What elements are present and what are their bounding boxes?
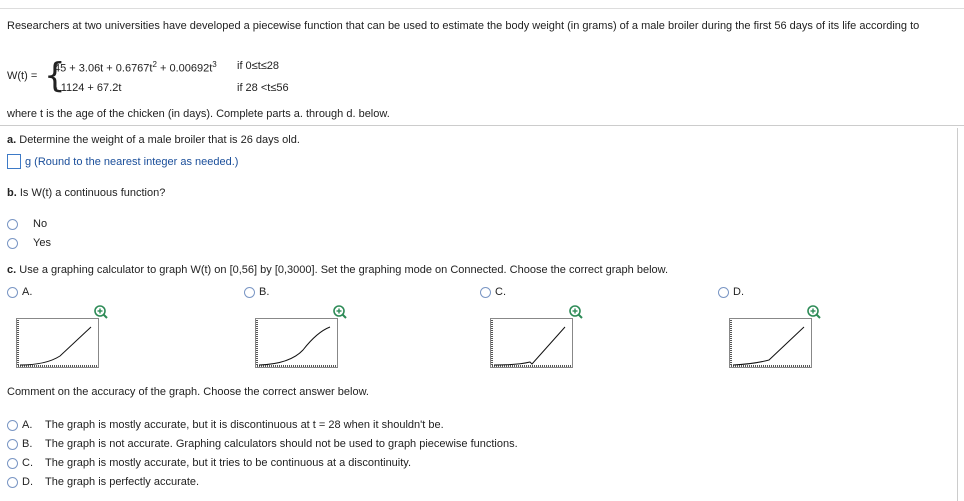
zoom-in-icon[interactable] (807, 305, 821, 319)
option-text: The graph is mostly accurate, but it tries to be continuous at a discontinuity. (45, 457, 412, 469)
answer-hint: g (Round to the nearest integer as needed.) (25, 156, 239, 168)
radio-icon[interactable] (7, 458, 18, 469)
radio-icon[interactable] (718, 287, 729, 298)
option-letter: D. (22, 476, 33, 488)
option-label: No (33, 218, 48, 230)
option-letter: B. (22, 438, 33, 450)
section-divider (0, 125, 964, 126)
piece-2-expression: - 1124 + 67.2t (54, 82, 122, 94)
radio-icon[interactable] (480, 287, 491, 298)
where-text: where t is the age of the chicken (in days). Complete parts a. through d. below. (7, 108, 390, 120)
zoom-in-icon[interactable] (569, 305, 583, 319)
part-b-question: b. Is W(t) a continuous function? (7, 187, 166, 199)
piece-1-expression: $45 + 3.06t + 0.6767t^2 + 0.00692t^3$ (54, 60, 217, 75)
option-letter: A. (22, 419, 33, 431)
zoom-in-icon[interactable] (94, 305, 108, 319)
function-name: W(t) = (7, 70, 38, 82)
graph-d-thumbnail[interactable] (729, 318, 812, 368)
part-a-question: a. Determine the weight of a male broiler that is 26 days old. (7, 134, 300, 146)
graph-a-thumbnail[interactable] (16, 318, 99, 368)
option-text: The graph is not accurate. Graphing calculators should not be used to graph piecewise functions. (45, 438, 518, 450)
radio-icon[interactable] (7, 420, 18, 431)
zoom-in-icon[interactable] (333, 305, 347, 319)
radio-icon[interactable] (7, 477, 18, 488)
piece-2-condition: if 28 <t≤56 (237, 82, 289, 94)
brace-icon: { (44, 56, 66, 96)
radio-icon[interactable] (7, 439, 18, 450)
radio-icon[interactable] (244, 287, 255, 298)
piecewise-function (7, 56, 337, 96)
problem-intro: Researchers at two universities have developed a piecewise function that can be used to estimate the body weight (in grams) of a male broiler during the first 56 days of its life according to (7, 20, 920, 32)
option-letter: C. (22, 457, 33, 469)
graph-option-label: B. (259, 286, 270, 298)
weight-answer-input[interactable] (7, 154, 21, 169)
radio-icon[interactable] (7, 219, 18, 230)
option-label: Yes (33, 237, 51, 249)
top-divider (0, 8, 964, 9)
part-c-question: c. Use a graphing calculator to graph W(t) on [0,56] by [0,3000]. Set the graphing mode on Connected. Choose the correct graph below. (7, 264, 669, 276)
graph-option-label: C. (495, 286, 506, 298)
radio-icon[interactable] (7, 287, 18, 298)
option-text: The graph is mostly accurate, but it is discontinuous at t = 28 when it shouldn't be. (45, 419, 444, 431)
graph-option-label: D. (733, 286, 744, 298)
graph-b-thumbnail[interactable] (255, 318, 338, 368)
graph-option-label: A. (22, 286, 33, 298)
graph-c-thumbnail[interactable] (490, 318, 573, 368)
radio-icon[interactable] (7, 238, 18, 249)
option-text: The graph is perfectly accurate. (45, 476, 200, 488)
scrollbar-track[interactable] (957, 128, 964, 501)
piece-1-condition: if 0≤t≤28 (237, 60, 280, 72)
comment-prompt: Comment on the accuracy of the graph. Choose the correct answer below. (7, 386, 369, 398)
